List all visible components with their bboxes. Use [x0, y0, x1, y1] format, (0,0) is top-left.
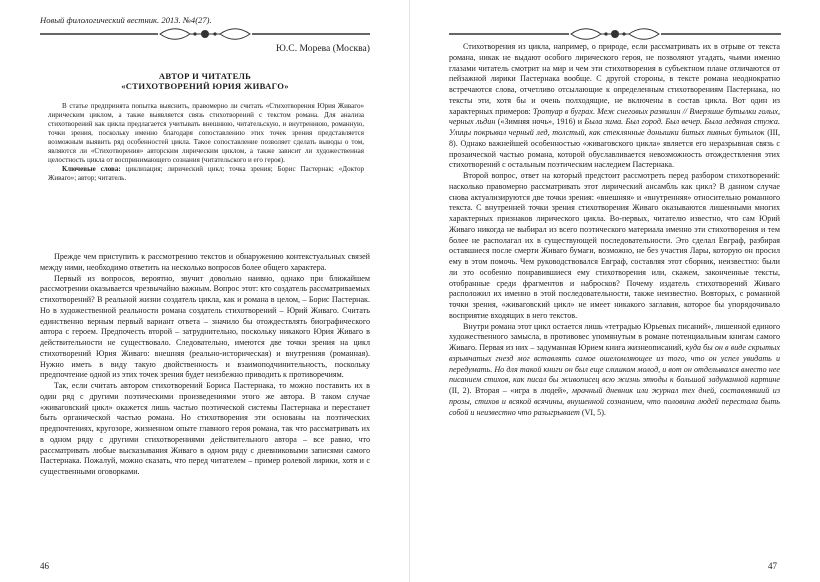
article-title-line2: «СТИХОТВОРЕНИЙ ЮРИЯ ЖИВАГО»: [121, 81, 289, 91]
paragraph: [449, 322, 780, 419]
keywords-label: Ключевые слова:: [62, 165, 121, 174]
quote: Была зима. Был город. Был вечер. Была ледяная стужа. Улицы покрывал черный лед, толстый, как стеклянные донышки битых пивных бутылок: [449, 117, 781, 137]
keywords-list: циклизация; лирический цикл; точка зрения; Борис Пастернак; «Доктор Живаго»; автор; читатель.: [48, 165, 364, 183]
paragraph: Прежде чем приступить к рассмотрению текстов и обнаружению контекстуальных связей между ними, необходимо ответить на несколько вопросов более общего характера.: [40, 252, 370, 272]
keywords: [48, 165, 364, 183]
text-run: («Зимняя ночь», 1916) и: [495, 117, 585, 127]
page-number-left: 46: [40, 561, 49, 571]
paragraph: Первый из вопросов, вероятно, звучит довольно наивно, однако при ближайшем рассмотрении оказывается чрезвычайно важным. Вопрос этот: кто создатель рассматриваемых стихотворений? В реальной жизни создатель цикла, как и романа в целом, – Борис Пастернак. Но в художественной реальности романа создатель стихотворений – Юрий Живаго. Считать единственно верным первый вариант ответа – значило бы отождествлять биографического автора с героем. Предпочесть второй – затруднительно, поскольку никакого Юрия Живаго в действительности не существовало. Следовательно, имеются две точки зрения на цикл стихотворений Юрия Живаго: внешняя (реально-историческая) и внутренняя (романная). Нужно иметь в виду такую двойственность и взаимоподчинительность, поскольку предпочтение одной из этих точек зрения будет неизбежно приводить к противоречиям.: [40, 273, 370, 380]
quote: Тротуар в буграх. Меж снеговых развилин // Вмерзшие бутылки голых, черных льдин: [449, 106, 780, 127]
page-number-right: 47: [768, 561, 777, 571]
text-run: (II, 2). Вторая – «игра в людей»,: [449, 386, 572, 395]
running-header: [40, 15, 370, 41]
paragraph: Второй вопрос, ответ на который предстоит рассмотреть перед разбором стихотворений: насколько правомерно рассматривать этот лирический ансамбль как цикл? В данном случае снова актуализируются две точки зрения: «внешняя» и «внутренняя» относительно романного текста. С внутренней точки зрения стихотворения Живаго оказываются лишенными многих характерных признаков лирического цикла. Во-первых, читателю известно, что сам Юрий Живаго никогда не выбирал из всего поэтического материала именно эти стихотворения и тем более не располагал их в существующей последовательности. Это сделал Евграф, разбирая оставшиеся после смерти Живаго бумаги, возможно, не без участия Лары, которую он просил ему в этом помочь. Чем руководствовался Евграф, составляя этот сборник, неизвестно: были ли это особенно понравившиеся ему стихотворения или, скажем, законченные тексты, отобранные среди фрагментов и набросков? Почему издатель стихотворений Живаго расположил их именно в этой последовательности, также неизвестно. Вовторых, с романной точки зрения, «живаговский цикл» не имеет никакого заглавия, которое бы упорядочивало восприятие входящих в него текстов.: [449, 171, 780, 320]
quote: куда бы он в виде скрытых взрывчатых гнезд мог вставлять самое ошеломляющее из того, что он успел увидать и передумать. Но для такой книги он был еще слишком молод, и вот он отделывался вместо нее писанием стихов, как писал бы живописец всю жизнь этюды к большой задуманной картине: [449, 343, 780, 385]
right-body-text: [449, 42, 780, 418]
header-ornament-icon: [449, 27, 781, 41]
author-name: Ю.С. Морева (Москва): [276, 43, 370, 54]
abstract: [48, 102, 364, 183]
article-title-line1: АВТОР И ЧИТАТЕЛЬ: [158, 71, 252, 81]
header-ornament-icon: [40, 27, 370, 41]
text-run: (VI, 5).: [579, 407, 606, 417]
paragraph: [449, 42, 780, 171]
journal-title: Новый филологический вестник. 2013. №4(27).: [40, 15, 212, 25]
text-run: Внутри романа этот цикл остается лишь «тетрадью Юрьевых писаний», лишенной единого художественного замысла, в противовес упомянутым в романе потенциальным книгам самого Живаго. Первая из них – задуманная Юрием книга жизнеописаний,: [449, 321, 780, 352]
abstract-text: В статье предпринята попытка выяснить, правомерно ли считать «Стихотворения Юрия Живаго» лирическим циклом, а также выявляется связь стихотворений с текстом романа. Для анализа стихотворений как цикла предлагается учитывать внешнюю, читательскую, и внутреннюю, романную, точки зрения, поскольку именно благодаря сопоставлению этих точек зрения представляется возможным выявить ряд особенностей цикла. Такое сопоставление позволяет сделать выводы о том, являются ли «Стихотворения» авторским лирическим циклом, а также зависит ли художественная целостность цикла от воспринимающего сознания (читательского и его героя).: [48, 102, 364, 165]
text-run: (III, 8). Однако важнейшей особенностью «живаговского цикла» является его неразрывная связь с прозаической частью романа, которой обуславливается невозможность отождествления этих стихотворений с остальным поэтическим наследием Пастернака.: [449, 128, 780, 170]
paragraph: Так, если считать автором стихотворений Бориса Пастернака, то можно поставить их в один ряд с другими поэтическими произведениями этого же автора. В таком случае «живаговский цикл» окажется лишь частью поэтической системы Пастернака и перестанет быть органической частью романа. Но стихотворения эти основаны на поэтических предпочтениях, кругозоре, жизненном опыте главного героя романа, так что рассматривать их в одном ряду с другими стихотворениями действительного автора – все равно, что рассматривать любые высказывания Живаго в одном ряду с дневниковыми записями самого Пастернака. Пожалуй, можно сказать, что перед читателем – пример ролевой лирики, хотя и с существенными оговорками.: [40, 381, 370, 476]
text-run: Стихотворения из цикла, например, о природе, если рассматривать их в отрыве от текста романа, никак не выдают особого лирического героя, не позволяют угадать, чьими именно глазами читатель смотрит на мир и чем эти стихотворения в субъектном плане отличаются от пейзажной лирики Пастернака вообще. С другой стороны, в тексте романа неоднократно встречаются слова, отчетливо отсылающие к определенным стихотворениям Пастернака, но тексты эти, хотя бы и очень полходящие, не включены в состав цикла. Вот один из характерных примеров:: [449, 42, 780, 116]
left-body-text: [40, 252, 370, 478]
quote: мрачный дневник или журнал тех дней, составлявший из прозы, стихов и всякой всячины, внушенной сознанием, что половина людей перестала быть собой и неизвестно что разыгрывает: [449, 386, 780, 417]
